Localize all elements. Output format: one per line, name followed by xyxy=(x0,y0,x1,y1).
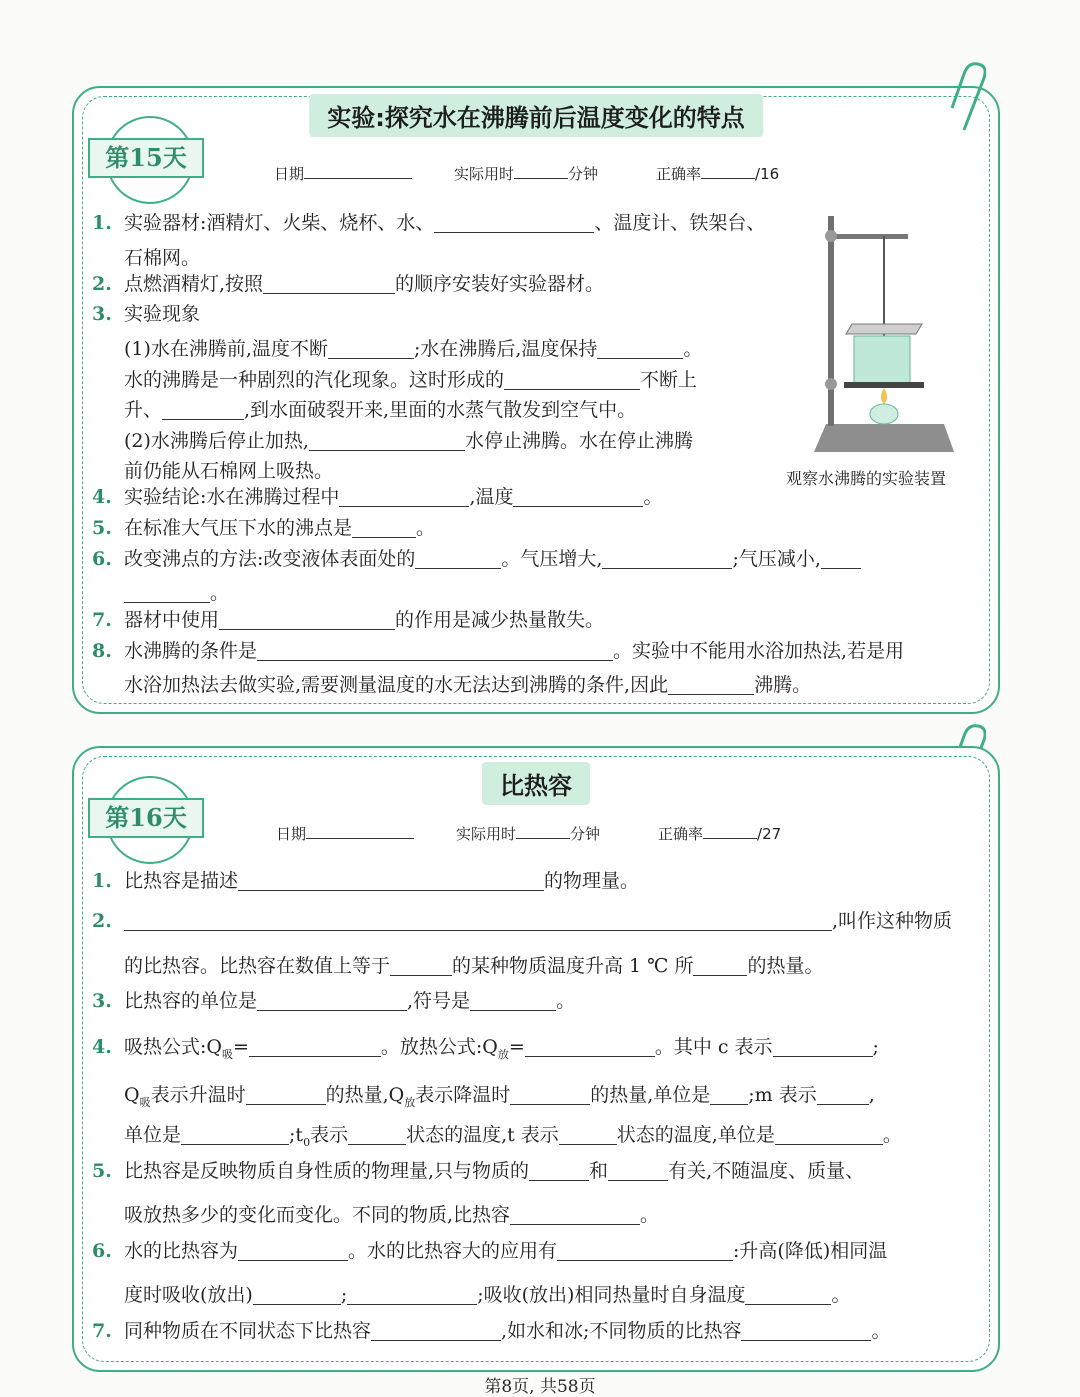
q-text: = xyxy=(232,1036,249,1058)
answer-blank[interactable] xyxy=(525,1036,655,1057)
beaker xyxy=(854,336,910,384)
clamp-knob xyxy=(825,230,837,242)
q-text: ;m 表示 xyxy=(748,1084,817,1106)
day15-q6-cont xyxy=(124,578,229,605)
q-text: 水的比热容为 xyxy=(124,1240,239,1262)
q-text: 改变沸点的方法:改变液体表面处的 xyxy=(124,548,416,570)
q-number: 6. xyxy=(92,1240,112,1262)
q-text: 比热容是描述 xyxy=(124,870,239,892)
day15-q2 xyxy=(92,269,604,300)
answer-blank[interactable] xyxy=(668,674,754,695)
q-text: (2)水沸腾后停止加热, xyxy=(124,430,309,452)
answer-blank[interactable] xyxy=(348,1124,406,1145)
q-text: 。 xyxy=(640,1204,660,1226)
day16-q4 xyxy=(92,1032,879,1070)
q-text: 状态的温度,t 表示 xyxy=(406,1124,559,1146)
q-text: 。实验中不能用水浴加热法,若是用 xyxy=(613,640,905,662)
time-label: 实际用时 xyxy=(454,165,515,183)
figure-caption: 观察水沸腾的实验装置 xyxy=(786,469,947,488)
day15-q5 xyxy=(92,513,435,544)
q-text: ,温度 xyxy=(469,486,514,508)
q-text: 器材中使用 xyxy=(124,609,220,631)
time-blank[interactable] xyxy=(514,162,568,179)
q-number: 8. xyxy=(92,640,112,662)
answer-blank[interactable] xyxy=(390,955,452,976)
q-text: Q xyxy=(124,1084,140,1106)
q-text: 的作用是减少热量散失。 xyxy=(395,609,605,631)
accuracy-blank[interactable] xyxy=(703,822,757,839)
q-text: 的某种物质温度升高 1 ℃ 所 xyxy=(452,955,694,977)
day16-meta-accuracy xyxy=(658,822,781,844)
day16-meta-date xyxy=(276,822,414,844)
day15-q7 xyxy=(92,605,604,636)
answer-blank[interactable] xyxy=(434,212,594,233)
q-text: 。其中 c 表示 xyxy=(654,1036,773,1058)
q-text: 。水的比热容大的应用有 xyxy=(348,1240,558,1262)
day15-badge-label: 第15天 xyxy=(88,138,204,178)
answer-blank[interactable] xyxy=(263,273,395,294)
q-text: 的比热容。比热容在数值上等于 xyxy=(124,955,391,977)
q-text: 水沸腾的条件是 xyxy=(124,640,258,662)
q-text: ,叫作这种物质 xyxy=(832,910,953,932)
paperclip-icon xyxy=(946,60,986,140)
q-text: 水浴加热法去做实验,需要测量温度的水无法达到沸腾的条件,因此 xyxy=(124,674,669,696)
day16-q4-line2 xyxy=(124,1080,875,1110)
answer-blank[interactable] xyxy=(371,1320,501,1341)
day15-meta-time xyxy=(454,162,598,184)
q-text: ,符号是 xyxy=(407,990,471,1012)
q-number: 7. xyxy=(92,609,112,631)
q-text: 水停止沸腾。水在停止沸腾 xyxy=(464,430,693,452)
day16-title: 比热容 xyxy=(482,762,590,805)
day16-badge-label: 第16天 xyxy=(88,798,204,838)
subscript: 放 xyxy=(497,1047,509,1061)
answer-blank[interactable] xyxy=(415,548,501,569)
q-text: 。气压增大, xyxy=(501,548,603,570)
answer-blank[interactable] xyxy=(124,910,832,931)
answer-blank[interactable] xyxy=(775,1124,883,1145)
answer-blank[interactable] xyxy=(710,1084,748,1105)
ring-knob xyxy=(825,378,837,390)
accuracy-total: /27 xyxy=(757,825,782,843)
time-label: 实际用时 xyxy=(456,825,517,843)
accuracy-blank[interactable] xyxy=(701,162,755,179)
q-text: = xyxy=(508,1036,525,1058)
q-text: 在标准大气压下水的沸点是 xyxy=(124,517,353,539)
answer-blank[interactable] xyxy=(557,1240,733,1261)
q-text: 和 xyxy=(589,1160,609,1182)
answer-blank[interactable] xyxy=(347,1284,477,1305)
answer-blank[interactable] xyxy=(529,1160,589,1181)
q-text: 的热量。 xyxy=(747,955,824,977)
flame xyxy=(881,388,887,404)
q-number: 2. xyxy=(92,273,112,295)
answer-blank[interactable] xyxy=(124,582,210,603)
day15-q3-line5: 前仍能从石棉网上吸热。 xyxy=(124,460,334,482)
day15-q1 xyxy=(92,208,765,239)
accuracy-total: /16 xyxy=(755,165,780,183)
q-text: (1)水在沸腾前,温度不断 xyxy=(124,338,328,360)
q-text: 升、 xyxy=(124,399,163,421)
q-number: 4. xyxy=(92,1036,112,1058)
q-text: 有关,不随温度、质量、 xyxy=(668,1160,865,1182)
q-text: ;气压减小, xyxy=(732,548,821,570)
q-text: 。 xyxy=(210,582,230,604)
q-number: 1. xyxy=(92,870,112,892)
stand-rod xyxy=(828,216,834,426)
answer-blank[interactable] xyxy=(693,955,747,976)
page-footer: 第8页, 共58页 xyxy=(484,1377,596,1397)
clamp-arm xyxy=(830,234,908,239)
q-text: 同种物质在不同状态下比热容 xyxy=(124,1320,372,1342)
answer-blank[interactable] xyxy=(253,1284,341,1305)
day15-q1-cont: 石棉网。 xyxy=(124,247,201,269)
q-text: 表示降温时 xyxy=(415,1084,511,1106)
q-number: 3. xyxy=(92,303,112,325)
q-text: 沸腾。 xyxy=(754,674,812,696)
accuracy-label: 正确率 xyxy=(658,825,704,843)
day16-q6-cont xyxy=(124,1280,850,1307)
q-text: ,如水和冰;不同物质的比热容 xyxy=(501,1320,742,1342)
answer-blank[interactable] xyxy=(602,548,732,569)
answer-blank[interactable] xyxy=(339,486,469,507)
day15-q3-line1 xyxy=(124,334,702,361)
q-text: 的顺序安装好实验器材。 xyxy=(395,273,605,295)
day16-badge xyxy=(88,776,208,858)
q-number: 6. xyxy=(92,548,112,570)
day15-q4 xyxy=(92,482,662,513)
answer-blank[interactable] xyxy=(309,430,465,451)
q-text: 表示 xyxy=(310,1124,349,1146)
day16-meta-time xyxy=(456,822,600,844)
answer-blank[interactable] xyxy=(181,1124,289,1145)
q-text: 不断上 xyxy=(640,369,698,391)
stand-base xyxy=(814,424,954,452)
q-number: 4. xyxy=(92,486,112,508)
day15-q8 xyxy=(92,636,904,667)
q-number: 7. xyxy=(92,1320,112,1342)
q-number: 1. xyxy=(92,212,112,234)
q-text: ;吸收(放出)相同热量时自身温度 xyxy=(477,1284,746,1306)
q-number: 3. xyxy=(92,990,112,1012)
answer-blank[interactable] xyxy=(352,517,416,538)
answer-blank[interactable] xyxy=(817,1084,869,1105)
q-text: , xyxy=(868,1084,875,1106)
q-text: 表示升温时 xyxy=(150,1084,246,1106)
q-text: 的热量,单位是 xyxy=(590,1084,711,1106)
q-text: 实验结论:水在沸腾过程中 xyxy=(124,486,340,508)
day15-meta-date xyxy=(274,162,412,184)
q-text: 度时吸收(放出) xyxy=(124,1284,253,1306)
answer-blank[interactable] xyxy=(741,1320,871,1341)
day16-q5 xyxy=(92,1156,864,1187)
answer-blank[interactable] xyxy=(745,1284,831,1305)
q-text: 。 xyxy=(871,1320,891,1342)
answer-blank[interactable] xyxy=(257,990,407,1011)
q-text: 。 xyxy=(643,486,663,508)
answer-blank[interactable] xyxy=(470,990,556,1011)
q-text: 单位是 xyxy=(124,1124,182,1146)
answer-blank[interactable] xyxy=(238,870,544,891)
answer-blank[interactable] xyxy=(257,640,613,661)
day16-q7 xyxy=(92,1316,890,1347)
date-label: 日期 xyxy=(274,165,305,183)
q-text: :升高(降低)相同温 xyxy=(733,1240,888,1262)
day15-q6 xyxy=(92,544,861,575)
day15-q3-line4 xyxy=(124,426,693,453)
q-text: 。 xyxy=(556,990,576,1012)
q-text: 水的沸腾是一种剧烈的汽化现象。这时形成的 xyxy=(124,369,505,391)
q-text: 。 xyxy=(683,338,703,360)
q-text: 。 xyxy=(831,1284,851,1306)
boiling-apparatus-figure xyxy=(804,206,974,456)
answer-blank[interactable] xyxy=(238,1240,348,1261)
q-text: ;t xyxy=(289,1124,304,1146)
day15-card xyxy=(72,86,1000,714)
day16-q5-cont xyxy=(124,1200,659,1227)
cardboard-lid xyxy=(846,324,922,334)
asbestos-net xyxy=(844,382,924,388)
q-text: 的物理量。 xyxy=(544,870,640,892)
accuracy-label: 正确率 xyxy=(656,165,702,183)
q-text: 吸放热多少的变化而变化。不同的物质,比热容 xyxy=(124,1204,511,1226)
q-text: ,到水面破裂开来,里面的水蒸气散发到空气中。 xyxy=(244,399,637,421)
answer-blank[interactable] xyxy=(597,338,683,359)
subscript: 吸 xyxy=(139,1095,151,1109)
day15-q8-cont xyxy=(124,670,811,697)
answer-blank[interactable] xyxy=(510,1204,640,1225)
day15-q3 xyxy=(92,299,200,330)
time-blank[interactable] xyxy=(516,822,570,839)
answer-blank[interactable] xyxy=(504,369,640,390)
q-text: ;水在沸腾后,温度保持 xyxy=(413,338,598,360)
alcohol-lamp xyxy=(870,404,898,424)
q-text: 点燃酒精灯,按照 xyxy=(124,273,264,295)
q-text: 状态的温度,单位是 xyxy=(616,1124,775,1146)
day15-badge xyxy=(88,116,208,198)
day16-q4-line3 xyxy=(124,1120,902,1149)
q-text: 实验器材:酒精灯、火柴、烧杯、水、 xyxy=(124,212,435,234)
q-text: 实验现象 xyxy=(124,303,201,325)
subscript: 吸 xyxy=(221,1047,233,1061)
answer-blank[interactable] xyxy=(513,486,643,507)
day16-q2 xyxy=(92,906,952,937)
day15-q3-line3 xyxy=(124,395,636,422)
answer-blank[interactable] xyxy=(246,1084,326,1105)
answer-blank[interactable] xyxy=(328,338,414,359)
day15-q3-line2 xyxy=(124,365,697,392)
subscript: 放 xyxy=(404,1095,416,1109)
q-text: 。 xyxy=(882,1124,902,1146)
q-text: 、温度计、铁架台、 xyxy=(594,212,766,234)
answer-blank[interactable] xyxy=(162,399,244,420)
q-text: 比热容是反映物质自身性质的物理量,只与物质的 xyxy=(124,1160,530,1182)
q-number: 5. xyxy=(92,1160,112,1182)
q-text: 吸热公式:Q xyxy=(124,1036,222,1058)
minutes-label: 分钟 xyxy=(570,825,601,843)
q-text: ; xyxy=(872,1036,879,1058)
answer-blank[interactable] xyxy=(821,548,861,569)
day16-q2-cont xyxy=(124,951,824,978)
answer-blank[interactable] xyxy=(608,1160,668,1181)
answer-blank[interactable] xyxy=(559,1124,617,1145)
date-blank[interactable] xyxy=(306,822,414,839)
minutes-label: 分钟 xyxy=(568,165,599,183)
q-text: 比热容的单位是 xyxy=(124,990,258,1012)
answer-blank[interactable] xyxy=(773,1036,873,1057)
subscript: 0 xyxy=(303,1135,311,1149)
day16-q3 xyxy=(92,986,575,1017)
q-number: 2. xyxy=(92,910,112,932)
q-text: 的热量,Q xyxy=(325,1084,405,1106)
answer-blank[interactable] xyxy=(249,1036,381,1057)
day16-q6 xyxy=(92,1236,887,1267)
day16-card xyxy=(72,746,1000,1372)
q-text: 。 xyxy=(416,517,436,539)
date-label: 日期 xyxy=(276,825,307,843)
day15-title: 实验:探究水在沸腾前后温度变化的特点 xyxy=(309,94,763,137)
q-number: 5. xyxy=(92,517,112,539)
q-text: 。放热公式:Q xyxy=(380,1036,498,1058)
q-text: ; xyxy=(340,1284,348,1306)
date-blank[interactable] xyxy=(304,162,412,179)
answer-blank[interactable] xyxy=(510,1084,590,1105)
day16-q1 xyxy=(92,866,639,897)
answer-blank[interactable] xyxy=(219,609,395,630)
day15-meta-accuracy xyxy=(656,162,779,184)
